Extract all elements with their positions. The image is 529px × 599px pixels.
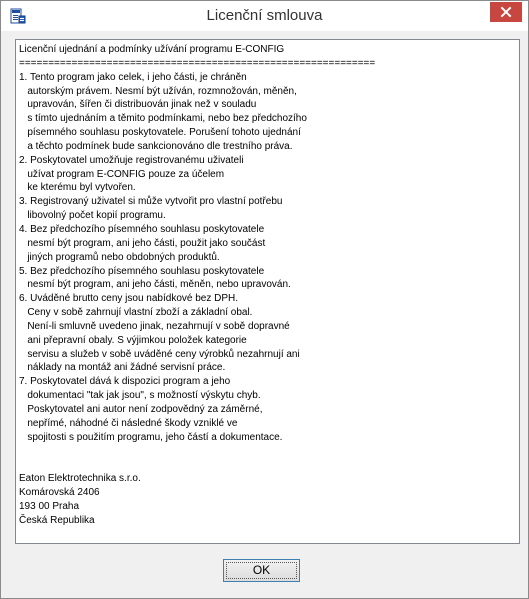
title-bar[interactable] [1, 1, 528, 31]
close-icon [500, 6, 512, 18]
dialog-body [8, 31, 521, 591]
ok-button-label: OK [252, 563, 271, 577]
license-text: Licenční ujednání a podmínky užívání programu E-CONFIG ============================================================= 1. Tento program jako celek, i jeho části, je chráněn autorským právem. Nesmí být užíván, rozmnožován, měněn, upravován, šířen či distribuován jinak než v souladu s tímto ujednáním a těmito podmínkami, nebo bez předchozího písemného souhlasu poskytovatele. Porušení tohoto ujednání a těchto podmínek bude sankcionováno dle trestního práva. 2. Poskytovatel umožňuje registrovanému uživateli užívat program E-CONFIG pouze za účelem ke kterému byl vytvořen. 3. Registrovaný uživatel si může vytvořit pro vlastní potřebu libovolný počet kopií programu. 4. Bez předchozího písemného souhlasu poskytovatele nesmí být program, ani jeho části, použit jako součást jiných programů nebo obdobných produktů. 5. Bez předchozího písemného souhlasu poskytovatele nesmí být program, ani jeho části, měněn, nebo upravován. 6. Uváděné brutto ceny jsou nabídkové bez DPH. Ceny v sobě zahrnují vlastní zboží a základní obal. Není-li smluvně uvedeno jinak, nezahrnují v sobě dopravné ani přepravní obaly. S výjimkou položek kategorie servisu a služeb v sobě uváděné ceny výrobků nezahrnují ani náklady na montáž ani žádné servisní práce. 7. Poskytovatel dává k dispozici program a jeho dokumentaci "tak jak jsou", s možností výskytu chyb. Poskytovatel ani autor není zodpovědný za záměrné, nepřímé, náhodné či následné škody vzniklé ve spojitosti s použitím programu, jeho částí a dokumentace. Eaton Elektrotechnika s.r.o. Komárovská 2406 193 00 Praha Česká Republika [19, 44, 376, 526]
window-title: Licenční smlouva [206, 7, 323, 24]
close-button[interactable] [490, 2, 522, 22]
license-textbox[interactable] [15, 39, 520, 544]
ok-button[interactable] [223, 559, 300, 582]
